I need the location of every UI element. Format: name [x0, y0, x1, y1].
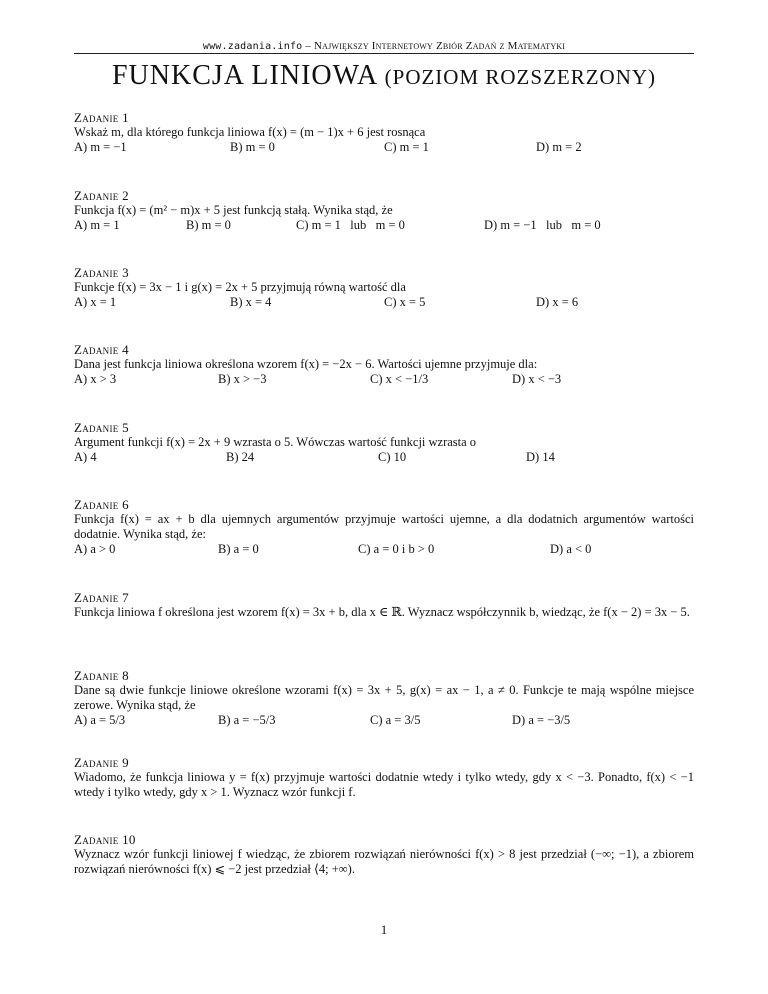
option-c: C) x < −1/3	[370, 372, 429, 386]
option-b: B) a = 0	[218, 542, 259, 556]
option-b: B) a = −5/3	[218, 713, 276, 727]
task-10	[74, 832, 694, 877]
task-7	[74, 590, 694, 620]
task-text: Funkcja liniowa f określona jest wzorem f(x) = 3x + b, dla x ∈ ℝ. Wyznacz współczynnik b, wiedząc, że f(x − 2) = 3x − 5.	[74, 605, 690, 619]
task-text: Argument funkcji f(x) = 2x + 9 wzrasta o 5. Wówczas wartość funkcji wzrasta o	[74, 435, 477, 449]
task-options	[74, 140, 694, 155]
task-heading: Zadanie 6	[74, 497, 129, 512]
option-d: D) 14	[526, 450, 555, 464]
header-rule	[74, 53, 694, 54]
task-8	[74, 668, 694, 728]
option-c: C) 10	[378, 450, 407, 464]
task-heading: Zadanie 7	[74, 590, 129, 605]
site-url: www.zadania.info	[202, 41, 303, 52]
page-header	[74, 40, 694, 52]
option-b: B) m = 0	[186, 218, 231, 232]
option-a: A) a = 5/3	[74, 713, 126, 727]
task-text: Dane są dwie funkcje liniowe określone wzorami f(x) = 3x + 5, g(x) = ax − 1, a ≠ 0. Funkcje te mają wspólne miejsce zerowe. Wynika stąd, że	[74, 683, 694, 712]
option-c: C) a = 0 i b > 0	[358, 542, 435, 556]
task-heading: Zadanie 8	[74, 668, 129, 683]
option-a: A) 4	[74, 450, 97, 464]
option-b: B) 24	[226, 450, 255, 464]
task-options	[74, 542, 694, 557]
task-options	[74, 713, 694, 728]
task-text: Funkcja f(x) = ax + b dla ujemnych argumentów przyjmuje wartości ujemne, a dla dodatnich argumentów wartości dodatnie. Wynika stąd, że:	[74, 512, 694, 541]
task-options	[74, 218, 694, 233]
option-a: A) m = −1	[74, 140, 127, 154]
title-main: FUNKCJA LINIOWA	[111, 60, 385, 91]
header-subtitle: Największy Internetowy Zbiór Zadań z Matematyki	[314, 40, 566, 52]
title-paren: (POZIOM ROZSZERZONY)	[384, 65, 657, 89]
task-options	[74, 372, 694, 387]
option-a: A) a > 0	[74, 542, 116, 556]
task-options	[74, 295, 694, 310]
task-2	[74, 188, 694, 233]
task-3	[74, 265, 694, 310]
task-text: Funkcje f(x) = 3x − 1 i g(x) = 2x + 5 przyjmują równą wartość dla	[74, 280, 406, 294]
task-text: Wskaż m, dla którego funkcja liniowa f(x) = (m − 1)x + 6 jest rosnąca	[74, 125, 426, 139]
task-9	[74, 755, 694, 800]
task-heading: Zadanie 5	[74, 420, 129, 435]
option-b: B) m = 0	[230, 140, 275, 154]
option-c: C) a = 3/5	[370, 713, 421, 727]
task-text: Wyznacz wzór funkcji liniowej f wiedząc, że zbiorem rozwiązań nierówności f(x) > 8 jest przedział (−∞; −1), a zbiorem rozwiązań nierówności f(x) ⩽ −2 jest przedział ⟨4; +∞).	[74, 847, 694, 876]
task-text: Funkcja f(x) = (m² − m)x + 5 jest funkcją stałą. Wynika stąd, że	[74, 203, 393, 217]
option-a: A) m = 1	[74, 218, 120, 232]
option-d: D) m = 2	[536, 140, 582, 154]
option-c: C) m = 1	[384, 140, 429, 154]
task-text: Dana jest funkcja liniowa określona wzorem f(x) = −2x − 6. Wartości ujemne przyjmuje dla:	[74, 357, 538, 371]
option-b: B) x = 4	[230, 295, 272, 309]
task-options	[74, 450, 694, 465]
option-b: B) x > −3	[218, 372, 267, 386]
task-heading: Zadanie 1	[74, 110, 129, 125]
task-6	[74, 497, 694, 557]
task-heading: Zadanie 4	[74, 342, 129, 357]
task-4	[74, 342, 694, 387]
option-d: D) a < 0	[550, 542, 592, 556]
task-5	[74, 420, 694, 465]
option-a: A) x > 3	[74, 372, 117, 386]
task-heading: Zadanie 3	[74, 265, 129, 280]
option-c: C) x = 5	[384, 295, 426, 309]
option-d: D) a = −3/5	[512, 713, 571, 727]
option-d: D) x = 6	[536, 295, 579, 309]
page-title	[74, 60, 694, 92]
page-number: 1	[380, 922, 388, 937]
task-text: Wiadomo, że funkcja liniowa y = f(x) przyjmuje wartości dodatnie wtedy i tylko wtedy, gdy x < −3. Ponadto, f(x) < −1 wtedy i tylko wtedy, gdy x > 1. Wyznacz wzór funkcji f.	[74, 770, 694, 799]
option-c: C) m = 1 lub m = 0	[296, 218, 405, 232]
option-d: D) x < −3	[512, 372, 562, 386]
task-heading: Zadanie 9	[74, 755, 129, 770]
task-heading: Zadanie 2	[74, 188, 129, 203]
option-d: D) m = −1 lub m = 0	[484, 218, 601, 232]
task-heading: Zadanie 10	[74, 832, 136, 847]
option-a: A) x = 1	[74, 295, 117, 309]
task-1	[74, 110, 694, 155]
header-separator: –	[302, 40, 314, 52]
